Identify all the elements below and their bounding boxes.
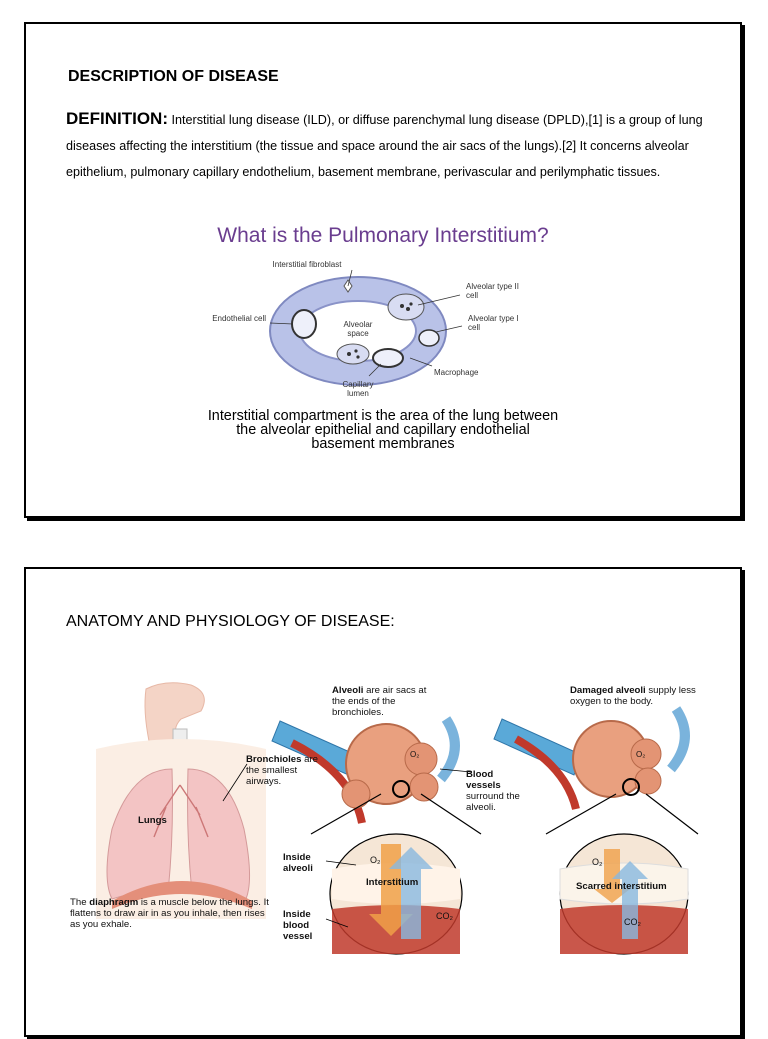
diaphragm-caption [70,897,270,930]
macrophage-label: Macrophage [434,368,479,377]
lung-anatomy-diagram [26,569,744,1039]
definition-text: Interstitial lung disease (ILD), or diffuse parenchymal lung disease (DPLD),[1] is a group of lung diseases affecting the interstitium (the tissue and space around the air sacs of the lungs).[2] It concerns alveolar epithelium, pulmonary capillary endothelium, basement membrane, perivascular and perilymphatic tissues. [66,113,703,179]
co2-right-zoom: CO₂ [624,917,641,927]
blood-vessels-label [466,769,530,813]
damaged-alveoli-text: supply less oxygen to the body. [570,685,696,707]
description-panel [24,22,742,518]
definition-label: DEFINITION: [66,109,168,128]
inside-alveoli-label: Inside alveoli [283,852,313,874]
diaphragm-text: is a muscle below the lungs. It flattens to draw air in as you inhale, then rises as you exhale. [70,897,269,930]
anatomy-heading: ANATOMY AND PHYSIOLOGY OF DISEASE: [66,613,395,630]
scarred-interstitium-label: Scarred interstitium [576,881,667,892]
endothelial-cell-label: Endothelial cell [212,314,266,323]
bronchioles-label [246,754,326,787]
o2-left-zoom: O₂ [370,855,381,865]
diaphragm-bold: diaphragm [89,897,139,908]
co2-right-tube: CO₂ [526,715,542,724]
bronchioles-bold: Bronchioles [246,754,302,765]
diaphragm-pre: The [70,897,90,908]
inside-blood-vessel-label: Inside blood vessel [283,909,313,942]
damaged-alveoli-label [570,685,710,707]
bronchioles-text: are the smallest airways. [246,754,318,787]
caption-line-3: basement membranes [311,436,455,452]
alveoli-label [332,685,442,718]
type1-cell-label: Alveolar type I cell [468,314,519,332]
capillary-lumen-label: Capillary lumen [342,380,374,398]
blood-vessels-text: surround the alveoli. [466,791,520,813]
co2-left-zoom: CO₂ [436,911,453,921]
alveoli-label-bold: Alveoli [332,685,364,696]
caption-line-1: Interstitial compartment is the area of the lung between [207,408,559,424]
alveolar-space-label: Alveolar space [343,320,373,338]
blood-vessels-bold: Blood vessels [466,769,501,791]
o2-left-sac: O₂ [410,750,420,759]
o2-left-tube: CO₂ [292,712,308,721]
anatomy-panel [24,567,742,1037]
interstitium-label: Interstitium [366,877,419,888]
interstitium-figure-title: What is the Pulmonary Interstitium? [217,224,549,247]
caption-line-2: the alveolar epithelial and capillary endothelial [236,422,530,438]
lungs-label: Lungs [138,815,167,826]
alveoli-label-text: are air sacs at the ends of the bronchioles. [332,685,427,718]
o2-right-sac: O₂ [636,750,646,759]
interstitium-caption [26,409,740,451]
damaged-alveoli-bold: Damaged alveoli [570,685,646,696]
o2-right-zoom: O₂ [592,857,603,867]
description-heading: DESCRIPTION OF DISEASE [68,68,279,85]
fibroblast-label: Interstitial fibroblast [272,260,342,269]
type2-cell-label: Alveolar type II cell [466,282,519,300]
